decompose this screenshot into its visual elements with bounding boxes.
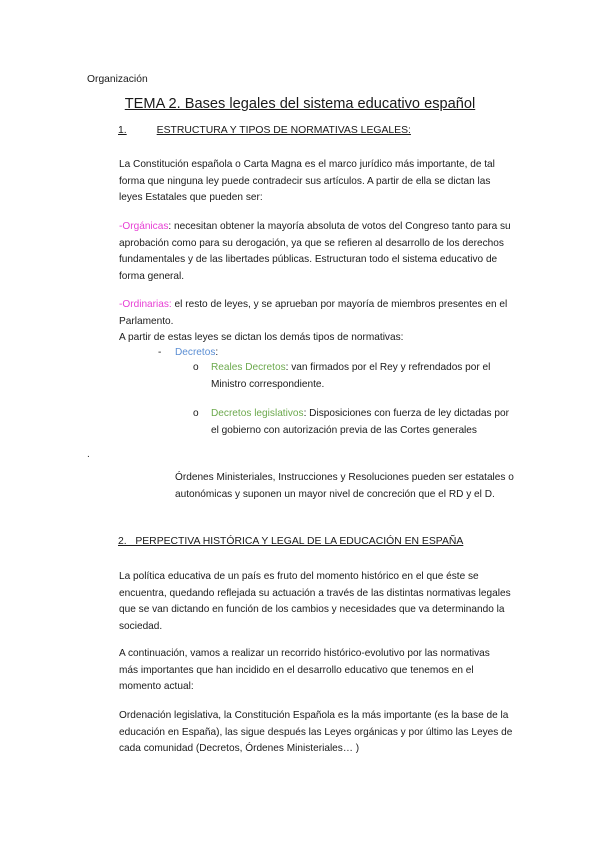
decretos-bullet xyxy=(158,345,161,362)
header-label: Organización xyxy=(87,74,148,85)
text-line: el resto de leyes, y se aprueban por mayoría de miembros presentes en el xyxy=(171,299,508,310)
text-line: cada comunidad (Decretos, Órdenes Ministeriales… ) xyxy=(119,743,360,755)
text-line: encuentra, quedando reflejada su actuación a través de las distintas normativas legales xyxy=(119,587,511,599)
text-line: Parlamento. xyxy=(119,315,174,327)
text-line: autonómicas y suponen un mayor nivel de concreción que el RD y el D. xyxy=(175,488,495,500)
text-line: Órdenes Ministeriales, Instrucciones y Resoluciones pueden ser estatales o xyxy=(175,472,514,483)
text-line: A partir de estas leyes se dictan los demás tipos de normativas: xyxy=(119,332,404,344)
text-line: momento actual: xyxy=(119,681,194,693)
text-line: sociedad. xyxy=(119,620,163,632)
text-line: A continuación, vamos a realizar un recorrido histórico-evolutivo por las normativas xyxy=(119,648,490,659)
section2-heading: 2. PERPECTIVA HISTÓRICA Y LEGAL DE LA EDUCACIÓN EN ESPAÑA xyxy=(118,536,464,547)
reales-decretos-term: Reales Decretos xyxy=(211,362,286,373)
decretos-suffix: : xyxy=(215,347,219,358)
ordinarias-term: Ordinarias: xyxy=(122,299,172,310)
intro-paragraph xyxy=(119,157,495,207)
text-line: más importantes que han incidido en el desarrollo educativo que tenemos en el xyxy=(119,664,474,676)
text-line: : necesitan obtener la mayoría absoluta de votos del Congreso tanto para su xyxy=(168,221,511,232)
text-line: Ordenación legislativa, la Constitución Española es la más importante (es la base de la xyxy=(119,710,509,721)
decretos-term: Decretos xyxy=(175,347,216,358)
text-line: que se van dictando en función de los cambios y necesidades que va determinando la xyxy=(119,604,505,616)
text-line: forma que ninguna ley puede contradecir sus artículos. A partir de ella se dictan las xyxy=(119,175,491,187)
bullet-dash: - xyxy=(158,347,162,358)
organicas-dash: - xyxy=(119,221,123,232)
text-line: Ministro correspondiente. xyxy=(211,378,325,390)
stray-dot: . xyxy=(87,449,90,460)
text-line: educación en España), las sigue después las Leyes orgánicas y por último las Leyes de xyxy=(119,726,513,738)
text-line: aprobación como para su derogación, ya que se refieren al desarrollo de los derechos xyxy=(119,237,504,249)
organicas-paragraph xyxy=(119,219,511,285)
text-line: La Constitución española o Carta Magna es el marco jurídico más importante, de tal xyxy=(119,159,495,170)
text-line: : Disposiciones con fuerza de ley dictadas por xyxy=(303,408,509,419)
section1-heading xyxy=(118,125,411,136)
text-line: : van firmados por el Rey y refrendados por el xyxy=(285,362,491,373)
text-line: forma general. xyxy=(119,270,185,282)
decretos-legislativos-item xyxy=(211,406,509,439)
page-title: TEMA 2. Bases legales del sistema educativo español xyxy=(124,96,476,112)
text-line: leyes Estatales que pueden ser: xyxy=(119,192,263,204)
section2-paragraph-2 xyxy=(119,646,490,696)
sub-bullet-marker: o xyxy=(193,362,199,373)
text-line: fundamentales y de las libertades públicas. Estructuran todo el sistema educativo de xyxy=(119,254,498,266)
section1-number: 1. xyxy=(118,125,127,136)
ordinarias-dash: - xyxy=(119,299,123,310)
section2-paragraph-3 xyxy=(119,708,512,758)
sub-bullet-marker: o xyxy=(193,408,199,419)
section2-paragraph-1 xyxy=(119,569,511,635)
reales-decretos-item xyxy=(211,360,490,393)
decretos-legislativos-term: Decretos legislativos xyxy=(211,408,304,419)
text-line: el gobierno con autorización previa de las Cortes generales xyxy=(211,424,477,436)
ordenes-paragraph xyxy=(175,470,514,503)
ordinarias-paragraph xyxy=(119,297,507,347)
organicas-term: Orgánicas xyxy=(122,221,169,232)
text-line: La política educativa de un país es fruto del momento histórico en el que éste se xyxy=(119,571,479,582)
section1-title: ESTRUCTURA Y TIPOS DE NORMATIVAS LEGALES: xyxy=(156,125,411,136)
